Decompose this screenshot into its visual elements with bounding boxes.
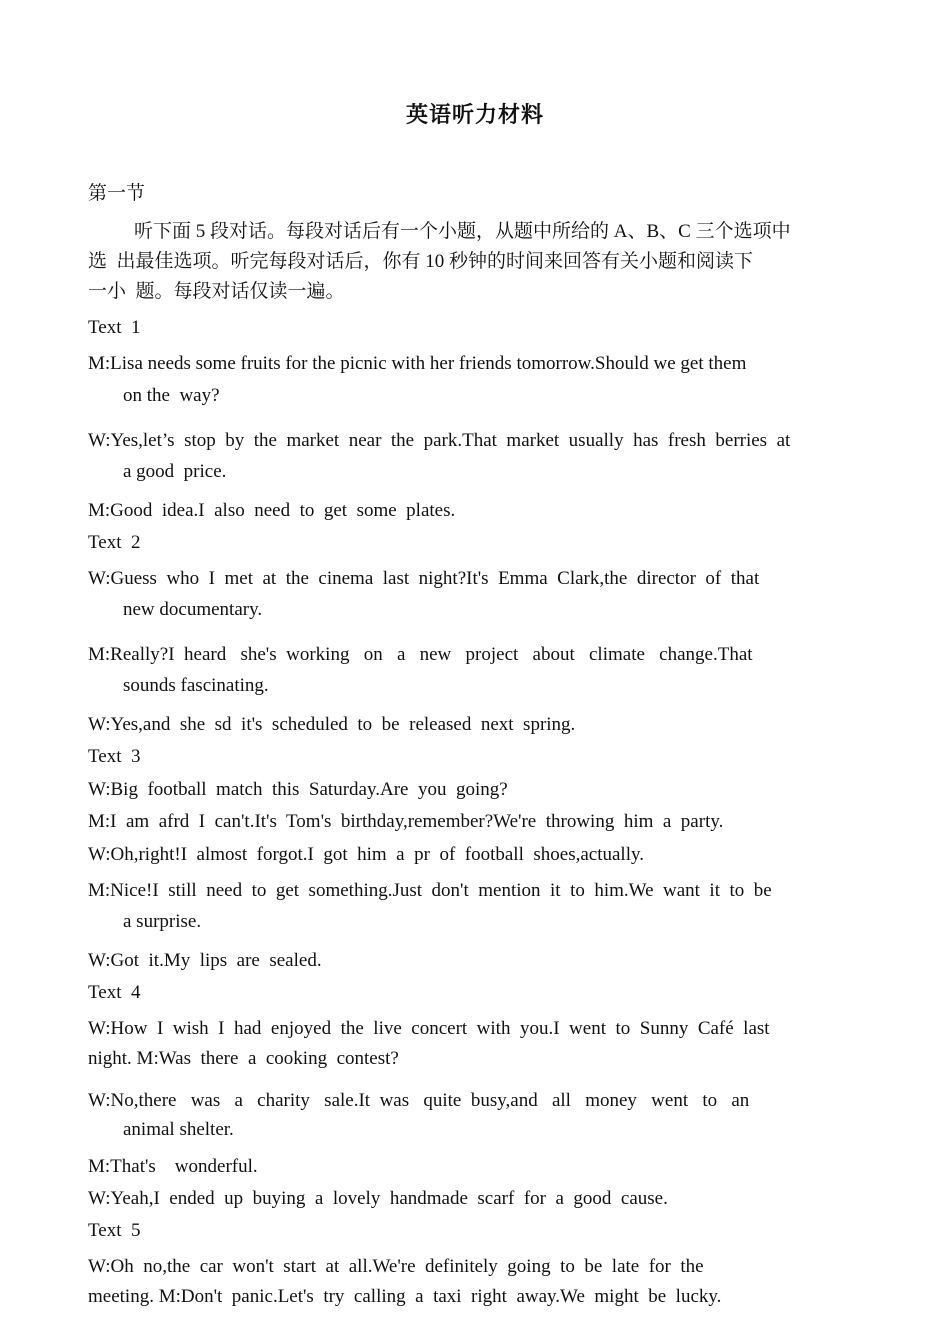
section-heading: 第一节 bbox=[88, 183, 146, 204]
dialogue-line: W:Yeah,I ended up buying a lovely handmade scarf for a good cause. bbox=[88, 1188, 668, 1209]
dialogue-line: a good price. bbox=[123, 461, 227, 482]
dialogue-line: W:Yes,and she sd it's scheduled to be released next spring. bbox=[88, 714, 576, 735]
dialogue-line: W:Got it.My lips are sealed. bbox=[88, 950, 322, 971]
text-heading: Text 1 bbox=[88, 317, 141, 338]
dialogue-line: M:Lisa needs some fruits for the picnic with her friends tomorrow.Should we get them bbox=[88, 353, 747, 374]
dialogue-line: a surprise. bbox=[123, 911, 202, 932]
intro-line: 一小 题。每段对话仅读一遍。 bbox=[88, 281, 345, 302]
dialogue-line: sounds fascinating. bbox=[123, 675, 269, 696]
dialogue-line: animal shelter. bbox=[123, 1119, 234, 1140]
dialogue-line: W:Guess who I met at the cinema last night?It's Emma Clark,the director of that bbox=[88, 568, 760, 589]
dialogue-line: night. M:Was there a cooking contest? bbox=[88, 1048, 399, 1069]
dialogue-line: W:No,there was a charity sale.It was quite busy,and all money went to an bbox=[88, 1090, 750, 1111]
dialogue-line: new documentary. bbox=[123, 599, 263, 620]
dialogue-line: W:Big football match this Saturday.Are you going? bbox=[88, 779, 508, 800]
intro-line: 选 出最佳选项。听完每段对话后，你有 10 秒钟的时间来回答有关小题和阅读下 bbox=[88, 251, 754, 272]
dialogue-line: W:Oh,right!I almost forgot.I got him a pr of football shoes,actually. bbox=[88, 844, 644, 865]
dialogue-line: M:I am afrd I can't.It's Tom's birthday,remember?We're throwing him a party. bbox=[88, 811, 724, 832]
text-heading: Text 3 bbox=[88, 746, 141, 767]
dialogue-line: W:Oh no,the car won't start at all.We're definitely going to be late for the bbox=[88, 1256, 704, 1277]
dialogue-line: M:That's wonderful. bbox=[88, 1156, 258, 1177]
dialogue-line: W:How I wish I had enjoyed the live concert with you.I went to Sunny Café last bbox=[88, 1018, 770, 1039]
page-title: 英语听力材料 bbox=[405, 103, 544, 128]
dialogue-line: on the way? bbox=[123, 385, 220, 406]
intro-line: 听下面 5 段对话。每段对话后有一个小题，从题中所给的 A、B、C 三个选项中 bbox=[134, 221, 791, 242]
text-heading: Text 5 bbox=[88, 1220, 141, 1241]
dialogue-line: M:Really?I heard she's working on a new project about climate change.That bbox=[88, 644, 753, 665]
dialogue-line: meeting. M:Don't panic.Let's try calling a taxi right away.We might be lucky. bbox=[88, 1286, 722, 1307]
dialogue-line: M:Good idea.I also need to get some plates. bbox=[88, 500, 456, 521]
dialogue-line: W:Yes,let’s stop by the market near the park.That market usually has fresh berries at bbox=[88, 430, 791, 451]
text-heading: Text 4 bbox=[88, 982, 141, 1003]
text-heading: Text 2 bbox=[88, 532, 141, 553]
dialogue-line: M:Nice!I still need to get something.Just don't mention it to him.We want it to be bbox=[88, 880, 772, 901]
